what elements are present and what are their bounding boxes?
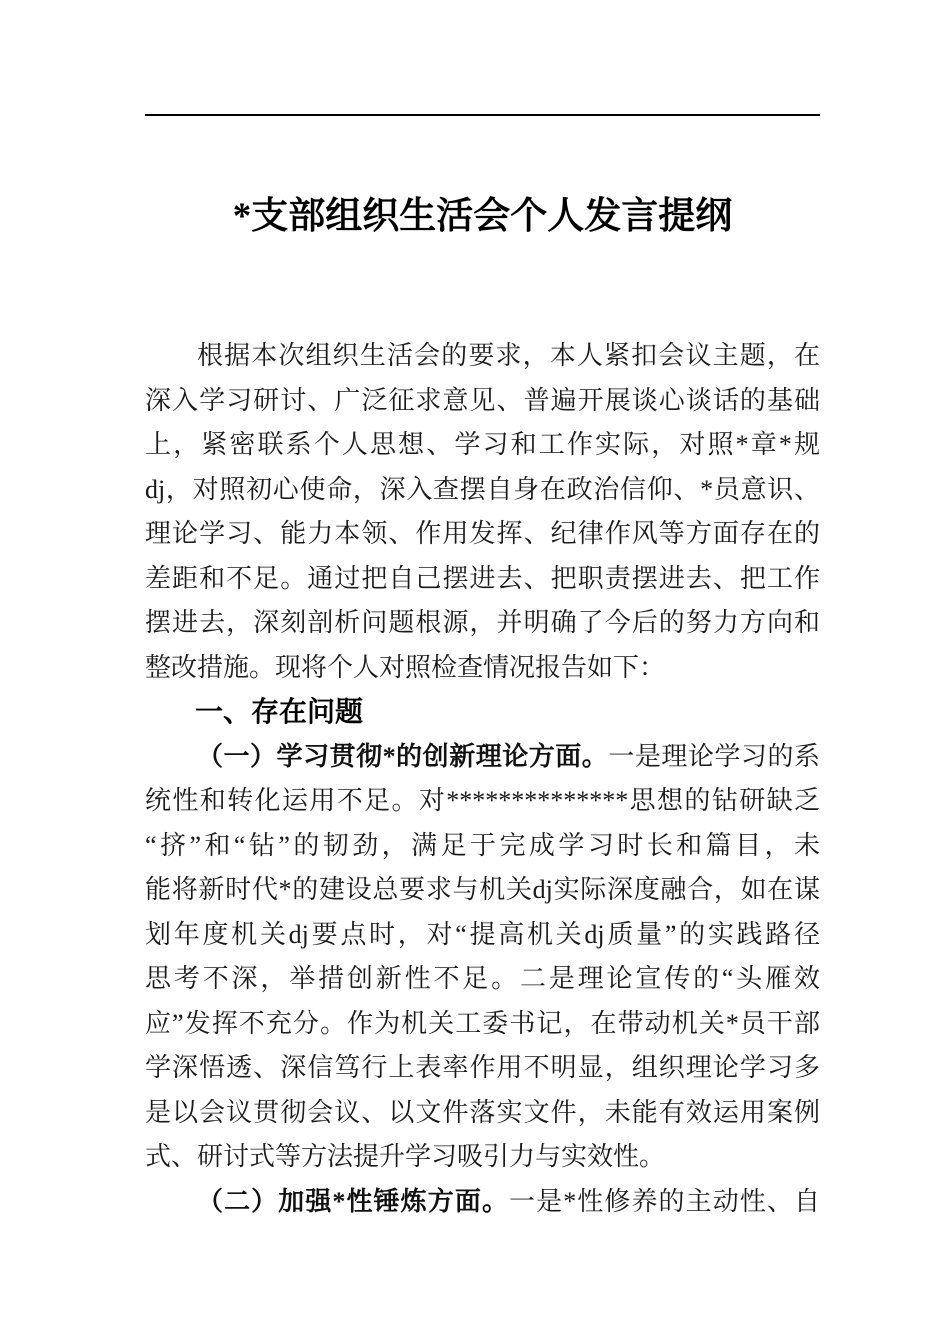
text-line bbox=[145, 957, 820, 1002]
text-segment: 统性和转化运用不足。对**************思想的钻研缺乏 bbox=[145, 786, 820, 815]
text-line bbox=[145, 779, 820, 824]
text-segment: 能将新时代*的建设总要求与机关dj实际深度融合，如在谋 bbox=[145, 875, 820, 904]
text-line bbox=[145, 1135, 820, 1180]
text-line bbox=[145, 1091, 820, 1136]
text-segment: “挤”和“钻”的韧劲，满足于完成学习时长和篇目，未 bbox=[145, 830, 820, 860]
text-line bbox=[145, 512, 820, 557]
document-title: *支部组织生活会个人发言提纲 bbox=[232, 196, 733, 237]
text-line bbox=[145, 1002, 820, 1047]
text-line bbox=[145, 868, 820, 913]
text-segment: 一是理论学习的系 bbox=[608, 741, 820, 771]
text-segment: 摆进去，深刻剖析问题根源，并明确了今后的努力方向和 bbox=[145, 608, 820, 637]
text-line bbox=[145, 557, 820, 602]
text-line bbox=[145, 468, 820, 513]
text-segment: 整改措施。现将个人对照检查情况报告如下： bbox=[145, 652, 666, 682]
section-heading-1: 一、存在问题 bbox=[195, 696, 364, 727]
header-rule bbox=[145, 114, 820, 116]
text-segment: 式、研讨式等方法提升学习吸引力与实效性。 bbox=[145, 1142, 666, 1171]
document-body bbox=[145, 334, 820, 1224]
text-segment: dj，对照初心使命，深入查摆自身在政治信仰、*员意识、 bbox=[145, 474, 820, 504]
paragraph-lead: （一）学习贯彻*的创新理论方面。 bbox=[197, 741, 609, 771]
document-content bbox=[145, 114, 820, 1224]
text-segment: 应”发挥不充分。作为机关工委书记，在带动机关*员干部 bbox=[145, 1008, 820, 1038]
text-line bbox=[145, 334, 820, 379]
text-segment: 思考不深，举措创新性不足。二是理论宣传的“头雁效 bbox=[145, 964, 820, 993]
paragraph-lead: （二）加强*性锤炼方面。 bbox=[197, 1186, 510, 1216]
text-line bbox=[145, 1180, 820, 1225]
text-line bbox=[145, 1046, 820, 1091]
text-line bbox=[145, 423, 820, 468]
text-segment: 是以会议贯彻会议、以文件落实文件，未能有效运用案例 bbox=[145, 1097, 820, 1127]
text-line bbox=[145, 601, 820, 646]
text-segment: 根据本次组织生活会的要求，本人紧扣会议主题，在 bbox=[197, 341, 820, 370]
text-segment: 划年度机关dj要点时，对“提高机关dj质量”的实践路径 bbox=[145, 919, 820, 949]
text-line bbox=[145, 824, 820, 869]
text-segment: 上，紧密联系个人思想、学习和工作实际，对照*章*规 bbox=[145, 430, 820, 459]
text-line bbox=[145, 646, 820, 691]
text-line bbox=[145, 735, 820, 780]
text-segment: 理论学习、能力本领、作用发挥、纪律作风等方面存在的 bbox=[145, 519, 820, 548]
text-segment: 深入学习研讨、广泛征求意见、普遍开展谈心谈话的基础 bbox=[145, 385, 820, 415]
text-line bbox=[145, 379, 820, 424]
text-segment: 学深悟透、深信笃行上表率作用不明显，组织理论学习多 bbox=[145, 1053, 820, 1082]
text-segment: 差距和不足。通过把自己摆进去、把职责摆进去、把工作 bbox=[145, 563, 820, 593]
text-segment: 一是*性修养的主动性、自 bbox=[509, 1186, 820, 1216]
text-line bbox=[145, 913, 820, 958]
